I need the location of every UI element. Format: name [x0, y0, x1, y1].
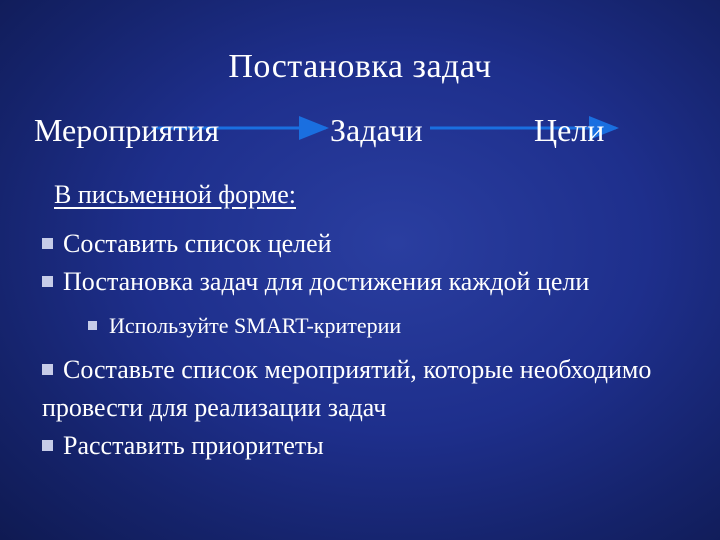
bullet-text: Постановка задач для достижения каждой цели — [63, 267, 590, 296]
square-bullet-icon — [42, 238, 53, 249]
square-bullet-icon — [88, 321, 97, 330]
bullet-item — [42, 263, 682, 301]
flow-diagram — [0, 112, 720, 156]
sub-bullet-text: Используйте SMART-критерии — [109, 313, 402, 338]
sub-bullet-item — [88, 301, 682, 351]
square-bullet-icon — [42, 364, 53, 375]
square-bullet-icon — [42, 276, 53, 287]
bullet-item — [42, 351, 682, 427]
bullet-text: Составить список целей — [63, 229, 332, 258]
subheading: В письменной форме: — [54, 180, 296, 209]
bullet-item — [42, 427, 682, 465]
flow-step-tasks: Задачи — [330, 112, 423, 148]
flow-step-events: Мероприятия — [34, 112, 220, 148]
bullet-list — [42, 225, 682, 465]
flow-step-goals: Цели — [534, 112, 605, 148]
square-bullet-icon — [42, 440, 53, 451]
bullet-item — [42, 225, 682, 263]
bullet-text: Расставить приоритеты — [63, 431, 324, 460]
bullet-text: Составьте список мероприятий, которые необходимо провести для реализации задач — [42, 355, 652, 422]
slide-title: Постановка задач — [228, 48, 492, 85]
